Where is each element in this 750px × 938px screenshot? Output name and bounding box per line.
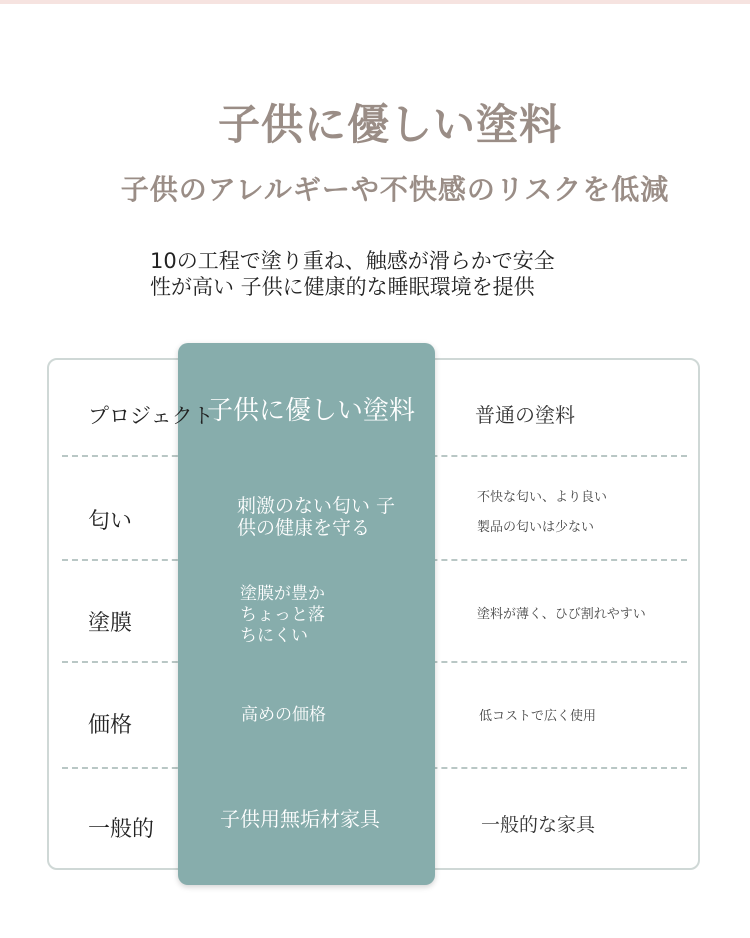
row-label-coating: 塗膜 xyxy=(88,611,133,636)
cell-line: ちょっと落 xyxy=(240,605,325,625)
cell-line: ちにくい xyxy=(240,626,308,646)
page-subtitle: 子供のアレルギーや不快感のリスクを低減 xyxy=(120,173,670,206)
cell-line: 子供用無垢材家具 xyxy=(220,807,380,831)
cell-line: 刺激のない匂い 子 xyxy=(237,495,396,517)
ordinary-price xyxy=(479,702,596,732)
kid-friendly-smell xyxy=(237,495,395,539)
top-accent-strip xyxy=(0,0,750,4)
page-title: 子供に優しい塗料 xyxy=(217,100,562,149)
description-line: 性が高い 子供に健康的な睡眠環境を提供 xyxy=(150,275,535,299)
description-line: 10の工程で塗り重ね、触感が滑らかで安全 xyxy=(150,249,555,273)
ordinary-general xyxy=(481,810,595,837)
row-label-general: 一般的 xyxy=(88,817,155,842)
cell-line: 一般的な家具 xyxy=(481,814,596,836)
cell-line: 低コストで広く使用 xyxy=(479,709,597,724)
cell-line: 製品の匂いは少ない xyxy=(477,520,595,535)
row-label-smell: 匂い xyxy=(88,509,133,534)
row-label-price: 価格 xyxy=(88,713,133,738)
cell-line: 高めの価格 xyxy=(241,705,326,725)
header-project: プロジェクト xyxy=(88,404,214,428)
kid-friendly-coating xyxy=(240,584,325,647)
kid-friendly-price xyxy=(241,704,326,726)
description xyxy=(150,248,620,300)
cell-line: 塗膜が豊か xyxy=(240,584,325,604)
header-ordinary: 普通の塗料 xyxy=(475,403,575,427)
cell-line: 塗料が薄く、ひび割れやすい xyxy=(477,607,646,622)
kid-friendly-general xyxy=(220,808,380,830)
cell-line: 不快な匂い、より良い xyxy=(477,490,608,505)
header-kid-friendly: 子供に優しい塗料 xyxy=(207,396,416,426)
cell-line: 供の健康を守る xyxy=(237,517,371,539)
ordinary-coating xyxy=(477,600,646,630)
ordinary-smell xyxy=(477,483,607,543)
